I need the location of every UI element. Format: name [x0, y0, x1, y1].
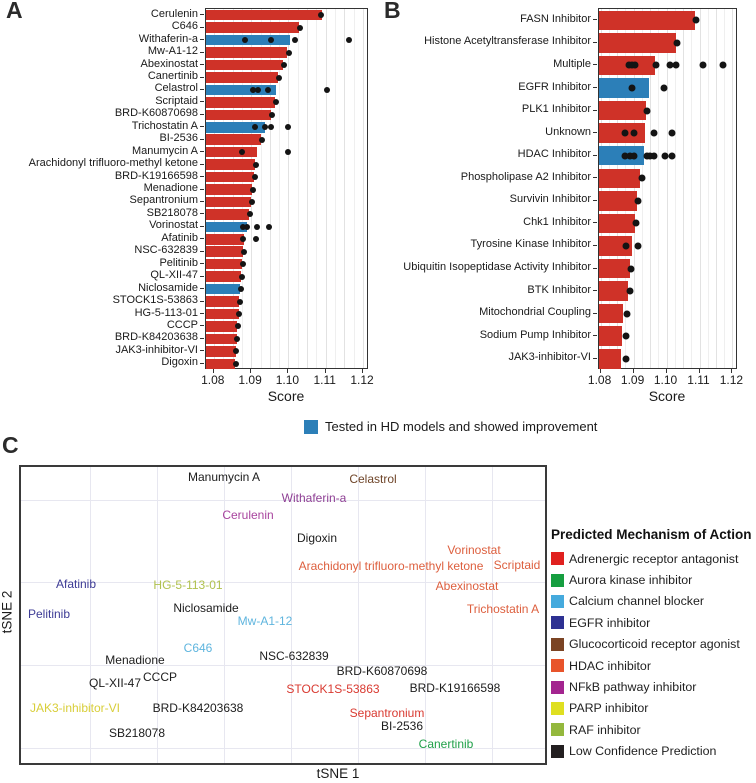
legend-item	[551, 591, 756, 612]
bar	[206, 309, 239, 320]
legend-label: PARP inhibitor	[569, 701, 649, 716]
score-dot	[629, 85, 636, 92]
score-dot	[238, 286, 244, 292]
score-dot	[623, 242, 630, 249]
score-dot	[254, 224, 260, 230]
tsne-drug-label: Abexinostat	[435, 579, 499, 593]
axis-tick	[200, 189, 204, 190]
category-label: STOCK1S-53863	[112, 294, 198, 306]
axis-tick	[200, 39, 204, 40]
legend-label: Calcium channel blocker	[569, 594, 704, 609]
x-tick-label: 1.09	[238, 373, 262, 387]
grid-line	[307, 9, 308, 368]
bar	[599, 259, 630, 279]
bar	[206, 159, 255, 170]
category-label: FASN Inhibitor	[520, 12, 591, 25]
score-dot	[635, 197, 642, 204]
score-dot	[297, 25, 303, 31]
score-dot	[239, 149, 245, 155]
score-dot	[623, 333, 630, 340]
score-dot	[235, 323, 241, 329]
axis-tick	[593, 87, 597, 88]
bar	[599, 191, 637, 211]
category-label: Niclosamide	[138, 281, 198, 294]
axis-tick	[593, 19, 597, 20]
legend-label: Low Confidence Prediction	[569, 744, 717, 759]
category-label: NSC-632839	[134, 244, 198, 257]
legend-label: RAF inhibitor	[569, 722, 641, 737]
grid-line	[90, 467, 91, 763]
legend-item	[551, 676, 756, 697]
panel-a-letter: A	[6, 0, 23, 23]
x-tick-label: 1.08	[587, 373, 612, 387]
bar	[206, 321, 237, 332]
score-dot	[281, 62, 287, 68]
axis-tick	[200, 77, 204, 78]
axis-tick	[200, 213, 204, 214]
axis-tick	[593, 358, 597, 359]
grid-line	[157, 467, 158, 763]
score-dot	[660, 85, 667, 92]
axis-tick	[593, 245, 597, 246]
legend-item	[551, 569, 756, 590]
score-dot	[240, 261, 246, 267]
score-dot	[324, 87, 330, 93]
legend-swatch	[551, 702, 564, 715]
tsne-drug-label: Arachidonyl trifluoro-methyl ketone	[298, 559, 484, 573]
grid-line	[708, 9, 709, 368]
score-dot	[668, 130, 675, 137]
tsne-drug-label: Sepantronium	[349, 706, 425, 720]
axis-tick	[593, 110, 597, 111]
tsne-drug-label: Digoxin	[296, 531, 338, 545]
grid-line	[683, 9, 684, 368]
legend-item	[551, 548, 756, 569]
panel-c-y-axis-title: tSNE 2	[0, 590, 15, 634]
score-dot	[266, 224, 272, 230]
category-label: Tyrosine Kinase Inhibitor	[470, 238, 591, 251]
axis-tick	[200, 64, 204, 65]
score-dot	[668, 152, 675, 159]
score-dot	[234, 336, 240, 342]
tsne-drug-label: Pelitinib	[27, 607, 71, 621]
bar	[206, 259, 242, 270]
score-dot	[627, 288, 634, 295]
score-dot	[631, 130, 638, 137]
moa-legend-items	[551, 548, 756, 762]
category-label: Histone Acetyltransferase Inhibitor	[424, 35, 591, 48]
bar	[206, 97, 275, 108]
bar	[206, 246, 243, 257]
category-label: BTK Inhibitor	[527, 283, 591, 296]
axis-tick	[200, 27, 204, 28]
category-label: Phospholipase A2 Inhibitor	[460, 170, 591, 183]
tsne-drug-label: BRD-K19166598	[409, 681, 501, 695]
score-dot	[244, 224, 250, 230]
x-tick-label: 1.08	[201, 373, 225, 387]
hd-models-legend	[304, 419, 597, 434]
score-dot	[259, 137, 265, 143]
tsne-drug-label: Trichostatin A	[466, 602, 540, 616]
axis-tick	[593, 313, 597, 314]
axis-tick	[200, 164, 204, 165]
category-label: EGFR Inhibitor	[518, 80, 591, 93]
axis-tick	[593, 200, 597, 201]
score-dot	[638, 175, 645, 182]
category-label: Sepantronium	[129, 194, 198, 207]
legend-label: Glucocorticoid receptor agonist	[569, 637, 740, 652]
score-dot	[651, 152, 658, 159]
legend-label: HDAC inhibitor	[569, 658, 651, 673]
legend-item	[551, 612, 756, 633]
score-dot	[268, 37, 274, 43]
tsne-drug-label: Manumycin A	[187, 470, 261, 484]
legend-swatch	[551, 659, 564, 672]
legend-swatch	[551, 552, 564, 565]
category-label: PLK1 Inhibitor	[521, 103, 591, 115]
legend-item	[551, 634, 756, 655]
score-dot	[237, 299, 243, 305]
tsne-drug-label: SB218078	[108, 726, 166, 740]
score-dot	[632, 62, 639, 69]
panel-b-letter: B	[384, 0, 401, 23]
score-dot	[250, 187, 256, 193]
axis-tick	[200, 139, 204, 140]
category-label: Pelitinib	[159, 256, 198, 269]
axis-tick	[200, 263, 204, 264]
score-dot	[285, 124, 291, 130]
tsne-drug-label: Vorinostat	[447, 543, 501, 557]
grid-line	[326, 9, 327, 368]
grid-line	[732, 9, 733, 368]
axis-tick	[200, 276, 204, 277]
bar	[599, 101, 646, 121]
moa-legend-title: Predicted Mechanism of Action	[551, 527, 752, 542]
tsne-drug-label: HG-5-113-01	[153, 578, 223, 592]
bar	[206, 184, 252, 195]
grid-line	[21, 665, 545, 666]
tsne-drug-label: JAK3-inhibitor-VI	[29, 701, 121, 715]
legend-item	[551, 719, 756, 740]
category-label: Digoxin	[161, 356, 198, 369]
bar	[206, 271, 241, 282]
score-dot	[652, 62, 659, 69]
legend-item	[551, 655, 756, 676]
tsne-drug-label: C646	[183, 641, 213, 655]
tsne-drug-label: BRD-K84203638	[152, 701, 244, 715]
tsne-drug-label: CCCP	[142, 670, 178, 684]
axis-tick	[200, 114, 204, 115]
category-label: Arachidonyl trifluoro-methyl ketone	[28, 157, 198, 170]
score-dot	[240, 236, 246, 242]
tsne-drug-label: BI-2536	[380, 719, 424, 733]
category-label: Mitochondrial Coupling	[479, 306, 591, 319]
axis-tick	[200, 176, 204, 177]
score-dot	[346, 37, 352, 43]
legend-label: Aurora kinase inhibitor	[569, 573, 693, 588]
bar	[206, 334, 237, 345]
tsne-drug-label: Canertinib	[418, 737, 474, 751]
score-dot	[239, 274, 245, 280]
category-label: HDAC Inhibitor	[517, 148, 591, 161]
score-dot	[699, 62, 706, 69]
axis-tick	[593, 132, 597, 133]
bar	[206, 234, 244, 245]
category-label: CCCP	[166, 318, 198, 331]
bar	[206, 209, 249, 220]
panel-a-x-axis-title: Score	[267, 388, 305, 404]
category-label: Canertinib	[147, 70, 198, 82]
score-dot	[634, 242, 641, 249]
axis-tick	[200, 350, 204, 351]
score-dot	[624, 310, 631, 317]
bar	[599, 78, 649, 98]
score-dot	[265, 87, 271, 93]
score-dot	[622, 130, 629, 137]
axis-tick	[200, 226, 204, 227]
axis-tick	[200, 52, 204, 53]
score-dot	[673, 62, 680, 69]
axis-tick	[593, 268, 597, 269]
axis-tick	[200, 126, 204, 127]
legend-swatch	[551, 723, 564, 736]
legend-swatch	[551, 574, 564, 587]
bar	[206, 60, 283, 71]
category-label: Chk1 Inhibitor	[523, 215, 591, 228]
axis-tick	[593, 335, 597, 336]
score-dot	[285, 149, 291, 155]
bar	[206, 10, 322, 21]
axis-tick	[200, 151, 204, 152]
score-dot	[692, 17, 699, 24]
category-label: Mw-A1-12	[147, 45, 198, 58]
legend-swatch	[551, 681, 564, 694]
bar	[206, 172, 254, 183]
axis-tick	[200, 89, 204, 90]
score-dot	[268, 124, 274, 130]
bar	[206, 197, 251, 208]
axis-tick	[200, 238, 204, 239]
x-tick-label: 1.10	[275, 373, 300, 387]
score-dot	[252, 174, 258, 180]
tsne-drug-label: Afatinib	[55, 577, 97, 591]
category-label: SB218078	[146, 206, 198, 219]
axis-tick	[200, 363, 204, 364]
category-label: HG-5-113-01	[134, 306, 198, 319]
bar	[206, 284, 240, 295]
tsne-drug-label: Mw-A1-12	[237, 614, 293, 628]
panel-a-plot-area	[205, 8, 368, 369]
score-dot	[623, 355, 630, 362]
bar	[206, 110, 271, 121]
category-label: Sodium Pump Inhibitor	[479, 328, 591, 341]
x-tick-label: 1.10	[653, 373, 678, 387]
category-label: JAK3-inhibitor-VI	[508, 351, 591, 364]
legend-item	[551, 698, 756, 719]
category-label: QL-XII-47	[150, 269, 198, 282]
axis-tick	[200, 313, 204, 314]
axis-tick	[593, 222, 597, 223]
tsne-drug-label: Menadione	[105, 653, 165, 667]
hd-models-legend-text: Tested in HD models and showed improvement	[325, 419, 598, 434]
tsne-drug-label: STOCK1S-53863	[286, 682, 380, 696]
category-label: Scriptaid	[155, 94, 198, 107]
grid-line	[298, 9, 299, 368]
grid-line	[288, 9, 289, 368]
score-dot	[252, 124, 258, 130]
legend-swatch	[551, 616, 564, 629]
score-dot	[247, 211, 253, 217]
category-label: Multiple	[553, 57, 591, 70]
category-label: BRD-K60870698	[114, 107, 198, 120]
axis-tick	[200, 325, 204, 326]
x-tick-label: 1.12	[719, 373, 744, 387]
score-dot	[644, 107, 651, 114]
legend-label: NFkB pathway inhibitor	[569, 680, 697, 695]
score-dot	[292, 37, 298, 43]
tsne-drug-label: NSC-632839	[259, 649, 329, 663]
bar	[599, 281, 628, 301]
legend-swatch	[551, 745, 564, 758]
category-label: Unknown	[545, 125, 591, 138]
x-tick-label: 1.11	[313, 373, 336, 387]
score-dot	[249, 199, 255, 205]
bar	[206, 47, 287, 58]
axis-tick	[200, 251, 204, 252]
grid-line	[691, 9, 692, 368]
category-label: Abexinostat	[140, 57, 198, 70]
x-tick-label: 1.09	[620, 373, 645, 387]
score-dot	[719, 62, 726, 69]
score-dot	[318, 12, 324, 18]
score-dot	[241, 249, 247, 255]
score-dot	[651, 130, 658, 137]
bar	[599, 349, 621, 369]
grid-line	[716, 9, 717, 368]
tsne-drug-label: QL-XII-47	[88, 676, 142, 690]
bar	[599, 326, 622, 346]
panel-b-plot-area	[598, 8, 737, 369]
legend-swatch	[551, 595, 564, 608]
axis-tick	[593, 42, 597, 43]
score-dot	[242, 37, 248, 43]
score-dot	[276, 75, 282, 81]
score-dot	[236, 311, 242, 317]
category-label: Cerulenin	[150, 7, 198, 20]
tsne-drug-label: Niclosamide	[173, 601, 239, 615]
category-label: Afatinib	[161, 231, 198, 244]
category-label: Celastrol	[154, 82, 198, 95]
score-dot	[674, 39, 681, 46]
bar	[206, 147, 257, 158]
grid-line	[344, 9, 345, 368]
category-label: Vorinostat	[149, 219, 198, 232]
bar	[599, 11, 695, 31]
category-label: Menadione	[143, 182, 198, 194]
category-label: Manumycin A	[131, 144, 198, 157]
panel-c-x-axis-title: tSNE 1	[316, 766, 360, 781]
grid-line	[335, 9, 336, 368]
score-dot	[286, 50, 292, 56]
axis-tick	[200, 338, 204, 339]
tsne-drug-label: Cerulenin	[222, 508, 274, 522]
legend-label: EGFR inhibitor	[569, 615, 651, 630]
legend-item	[551, 741, 756, 762]
moa-legend	[551, 526, 756, 762]
axis-tick	[593, 155, 597, 156]
bar	[599, 169, 640, 189]
category-label: BRD-K84203638	[114, 331, 198, 344]
category-label: Trichostatin A	[131, 119, 198, 132]
x-tick-label: 1.12	[350, 373, 374, 387]
category-label: JAK3-inhibitor-VI	[115, 343, 198, 356]
axis-tick	[593, 177, 597, 178]
tsne-drug-label: Scriptaid	[493, 558, 541, 572]
category-label: Withaferin-a	[138, 32, 198, 45]
score-dot	[253, 162, 259, 168]
category-label: Ubiquitin Isopeptidase Activity Inhibitor	[403, 261, 591, 273]
score-dot	[633, 220, 640, 227]
axis-tick	[200, 14, 204, 15]
panel-c-plot-area	[19, 465, 547, 765]
bar	[599, 214, 635, 234]
bar	[206, 35, 290, 46]
category-label: Survivin Inhibitor	[509, 193, 591, 206]
tsne-drug-label: Celastrol	[349, 472, 397, 486]
x-tick-label: 1.11	[687, 373, 710, 387]
tsne-drug-label: BRD-K60870698	[336, 664, 428, 678]
category-label: BI-2536	[159, 132, 198, 145]
bar	[599, 304, 623, 324]
grid-line	[316, 9, 317, 368]
bar	[206, 72, 278, 83]
score-dot	[630, 152, 637, 159]
tsne-drug-label: Withaferin-a	[281, 491, 347, 505]
score-dot	[628, 265, 635, 272]
category-label: C646	[171, 20, 198, 33]
score-dot	[269, 112, 275, 118]
score-dot	[255, 87, 261, 93]
panel-b-x-axis-title: Score	[648, 388, 686, 404]
category-label: BRD-K19166598	[114, 169, 198, 182]
axis-tick	[200, 301, 204, 302]
axis-tick	[200, 101, 204, 102]
panel-c-letter: C	[2, 432, 19, 458]
axis-tick	[593, 64, 597, 65]
legend-label: Adrenergic receptor antagonist	[569, 551, 739, 566]
hd-models-legend-swatch	[304, 420, 318, 434]
score-dot	[273, 99, 279, 105]
score-dot	[253, 236, 259, 242]
bar	[206, 296, 239, 307]
legend-swatch	[551, 638, 564, 651]
axis-tick	[593, 290, 597, 291]
axis-tick	[200, 288, 204, 289]
axis-tick	[200, 201, 204, 202]
bar	[206, 359, 235, 370]
score-dot	[233, 348, 239, 354]
bar	[206, 346, 236, 357]
grid-line	[425, 467, 426, 763]
bar	[206, 22, 299, 33]
bar	[206, 134, 261, 145]
bar	[599, 33, 676, 53]
score-dot	[233, 361, 239, 367]
